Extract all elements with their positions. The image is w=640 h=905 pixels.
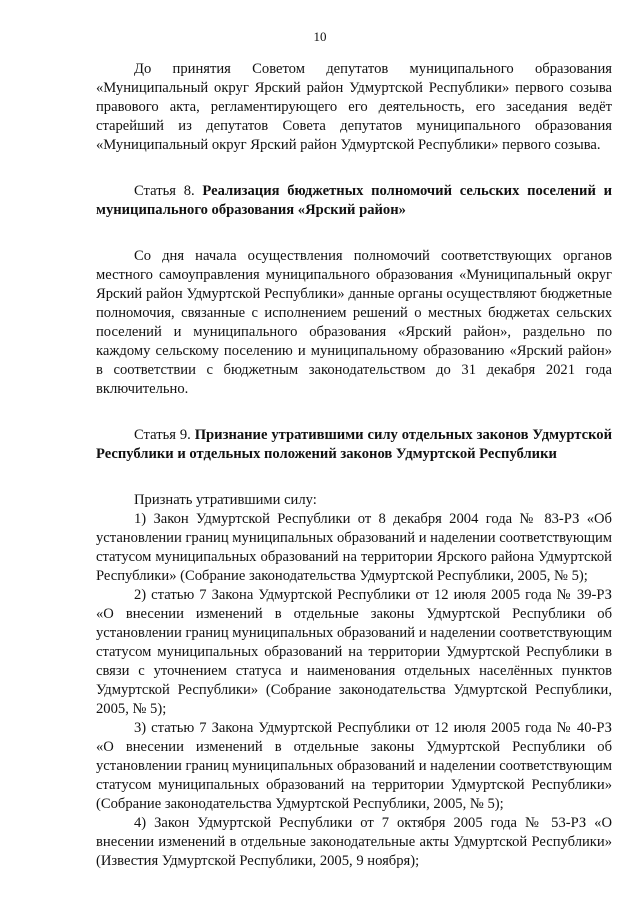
list-item: 4) Закон Удмуртской Республики от 7 октября 2005 года № 53-РЗ «О внесении изменений в отдельные законодательные акты Удмуртской Республики» (Известия Удмуртской Республики, 2005, 9 ноября);: [96, 815, 612, 869]
list-item: 1) Закон Удмуртской Республики от 8 декабря 2004 года № 83-РЗ «Об установлении границ муниципальных образований и наделении соответствующим статусом муниципальных образований на территории Ярского района Удмуртской Республики» (Собрание законодательства Удмуртской Республики, 2005, № 5);: [96, 511, 613, 584]
article-9-title: Признание утратившими силу отдельных законов Удмуртской Республики и отдельных положений законов Удмуртской Республики: [96, 427, 612, 462]
list-item: 2) статью 7 Закона Удмуртской Республики от 12 июля 2005 года № 39-РЗ «О внесении изменений в отдельные законы Удмуртской Республики об установлении границ муниципальных образований и наделении соответствующим статусом муниципальных образований на территории Удмуртской Республики в связи с уточнением статуса и наименования отдельных населённых пунктов Удмуртской Республики» (Собрание законодательства Удмуртской Республики, 2005, № 5);: [96, 587, 613, 717]
article-9-prefix: Статья 9.: [134, 427, 195, 443]
article-8-heading: [96, 182, 612, 220]
article-9-heading: [96, 426, 612, 464]
list-item: 3) статью 7 Закона Удмуртской Республики от 12 июля 2005 года № 40-РЗ «О внесении изменений в отдельные законы Удмуртской Республики об установлении границ муниципальных образований и наделении соответствующим статусом муниципальных образований на территории Удмуртской Республики» (Собрание законодательства Удмуртской Республики, 2005, № 5);: [96, 720, 613, 812]
document-body: [96, 60, 612, 871]
page-number: 10: [313, 29, 327, 44]
article-8-title: Реализация бюджетных полномочий сельских поселений и муниципального образования «Ярский район»: [96, 183, 613, 218]
article-9-intro: Признать утратившими силу:: [134, 492, 317, 508]
article-8-prefix: Статья 8.: [134, 183, 203, 199]
paragraph-council-sessions: До принятия Советом депутатов муниципального образования «Муниципальный округ Ярский район Удмуртской Республики» первого созыва правового акта, регламентирующего его деятельность, его заседания ведёт старейший из депутатов Совета депутатов муниципального образования «Муниципальный округ Ярский район Удмуртской Республики» первого созыва.: [96, 61, 612, 153]
article-8-text: Со дня начала осуществления полномочий соответствующих органов местного самоуправления муниципального образования «Муниципальный округ Ярский район Удмуртской Республики» данные органы осуществляют бюджетные полномочия, связанные с исполнением решений о местных бюджетах сельских поселений и муниципального образования «Ярский район», раздельно по каждому сельскому поселению и муниципальному образованию «Ярский район» в соответствии с бюджетным законодательством до 31 декабря 2021 года включительно.: [96, 248, 612, 397]
